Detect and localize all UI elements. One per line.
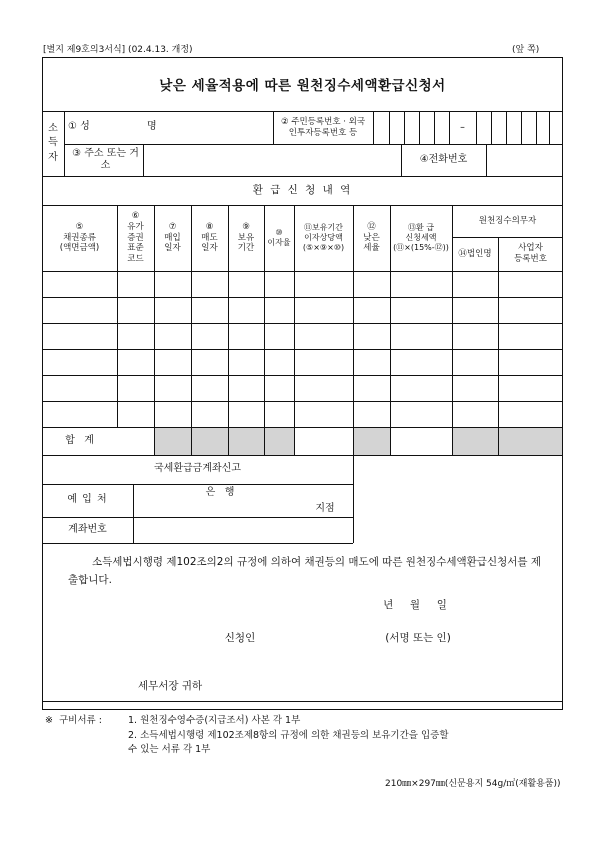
- note-item-2: 2. 소득세법시행령 제102조제8항의 규정에 의한 채권등의 보유기간을 입증할 수 있는 서류 각 1부: [128, 730, 449, 755]
- rule-reg-box-3: [419, 111, 420, 144]
- col-low-rate: ⑫ 낮은 세율: [363, 222, 380, 254]
- notes-prefix: ※ 구비서류 :: [45, 715, 105, 726]
- rule-row-4: [42, 375, 563, 376]
- signature-label: (서명 또는 인): [385, 632, 451, 645]
- col-refund-amount: ⑬환 급 신청세액 (⑪×(15%-⑫)): [393, 223, 449, 252]
- col-holding-period: ⑨ 보유 기간: [237, 222, 255, 254]
- account-section-title: 국세환급금계좌신고: [154, 463, 241, 475]
- rule-taxpayer-label: [64, 111, 65, 176]
- note-item-1: 1. 원천징수영수증(지급조서) 사본 각 1부: [128, 715, 301, 726]
- rule-row-5: [42, 401, 563, 402]
- total-cell-purchase-shaded: [155, 428, 191, 455]
- total-cell-bizno-shaded: [499, 428, 562, 455]
- refund-section-title: 환 급 신 청 내 역: [252, 183, 353, 196]
- bank-label: 은 행: [205, 486, 235, 498]
- col-interest-rate: ⑩ 이자율: [267, 228, 291, 247]
- col-bond-type: ⑤ 채권종류 (액면금액): [59, 222, 100, 254]
- total-cell-lowrate-shaded: [354, 428, 390, 455]
- rule-row-3: [42, 349, 563, 350]
- rule-reg-box-1: [389, 111, 390, 144]
- rule-reg-box-8: [506, 111, 507, 144]
- col-corporation-name: ⑭법인명: [458, 248, 492, 259]
- rule-reg-box-7: [491, 111, 492, 144]
- address-label: ③ 주소 또는 거소: [72, 147, 139, 171]
- total-cell-sale-shaded: [192, 428, 228, 455]
- col-purchase-date: ⑦ 매입 일자: [164, 222, 181, 254]
- phone-label: ④전화번호: [419, 153, 468, 165]
- branch-label: 지점: [315, 502, 335, 514]
- taxpayer-section-label: 소 득 자: [48, 122, 58, 163]
- rule-notes-top: [42, 701, 563, 702]
- form-number: [별지 제9호의3서식] (02.4.13. 개정): [43, 45, 193, 55]
- paper-spec: 210㎜×297㎜(신문용지 54g/㎡(재활용품)): [385, 779, 561, 789]
- deposit-label: 예 입 처: [67, 494, 108, 506]
- account-number-label: 계좌번호: [68, 523, 107, 535]
- rule-reg-box-4: [434, 111, 435, 144]
- total-label: 합 계: [65, 434, 94, 446]
- page-side-label: (앞 쪽): [512, 45, 540, 55]
- col-security-code: ⑥ 유가 증권 표준 코드: [127, 211, 144, 264]
- rule-account-bottom: [42, 543, 353, 544]
- col-interest-equivalent: ⑪보유기간 이자상당액 (⑤×⑨×⑩): [302, 223, 345, 252]
- reg-number-dash: –: [460, 121, 465, 133]
- rule-reg-box-9: [521, 111, 522, 144]
- rule-account-label: [133, 484, 134, 543]
- rule-address-label: [143, 144, 144, 176]
- name-label: ① 성 명: [68, 121, 157, 133]
- addressee: 세무서장 귀하: [138, 680, 203, 693]
- reg-number-label: ② 주민등록번호 · 외국 인투자등록번호 등: [280, 116, 366, 138]
- rule-reg-box-6: [476, 111, 477, 144]
- rule-reg-box-11: [549, 111, 550, 144]
- total-cell-period-shaded: [229, 428, 264, 455]
- date-line: 년 월 일: [383, 599, 447, 612]
- form-title: 낮은 세율적용에 따른 원천징수세액환급신청서: [159, 78, 446, 94]
- total-cell-rate-shaded: [265, 428, 294, 455]
- total-cell-corp-shaded: [453, 428, 498, 455]
- rule-reg-box-10: [536, 111, 537, 144]
- rule-phone-label: [486, 144, 487, 176]
- rule-row-2: [42, 323, 563, 324]
- rule-reg-box-2: [404, 111, 405, 144]
- col-business-number: 사업자 등록번호: [514, 243, 547, 264]
- rule-colheader-bottom: [42, 271, 563, 272]
- withholder-header: 원천징수의무자: [478, 215, 537, 226]
- applicant-label: 신청인: [224, 632, 256, 645]
- application-statement: 소득세법시행령 제102조의2의 규정에 의하여 채권등의 매도에 따른 원천징수세액환급신청서를 제출합니다.: [68, 556, 541, 587]
- col-sale-date: ⑧ 매도 일자: [201, 222, 218, 254]
- rule-reg-label-end: [373, 111, 374, 144]
- rule-row-1: [42, 297, 563, 298]
